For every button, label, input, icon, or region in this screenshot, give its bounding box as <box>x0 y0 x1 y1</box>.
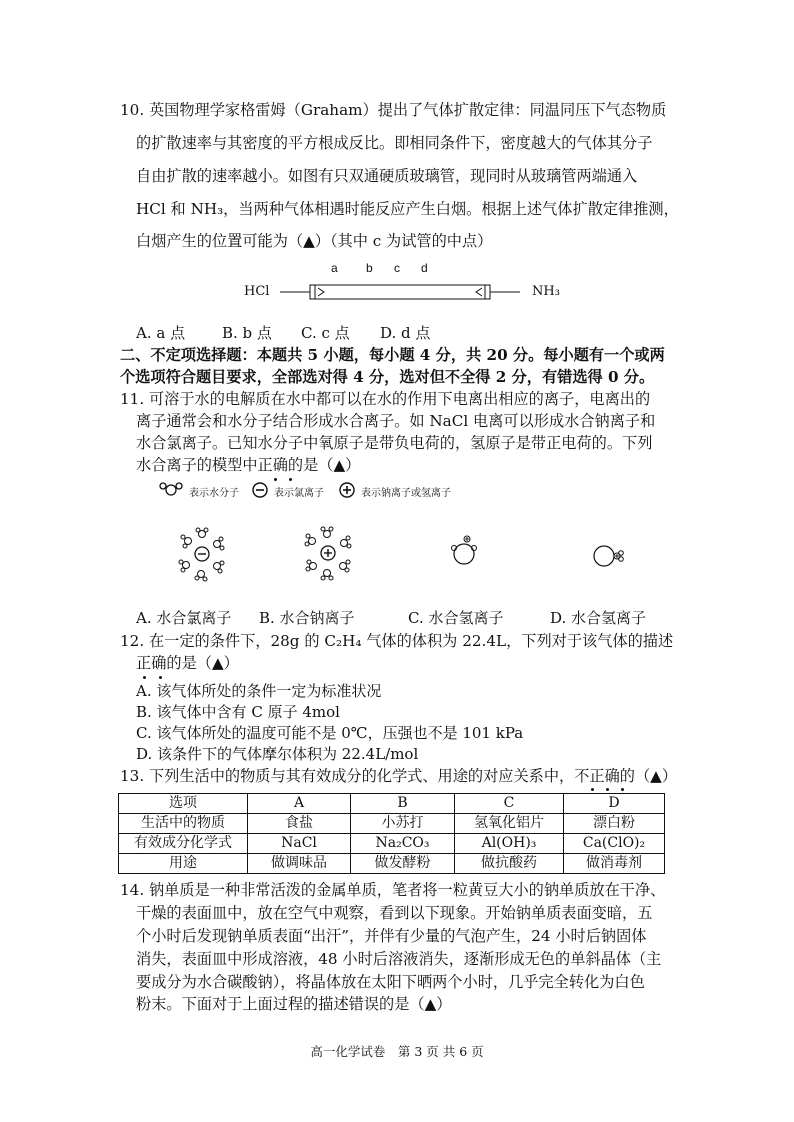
tube-point-d: d <box>421 261 428 275</box>
section-2-line-2: 个选项符合题目要求，全部选对得 4 分，选对但不全得 2 分，有错选得 0 分。 <box>120 368 655 386</box>
q14-line-6: 粉末。下面对于上面过程的描述错误的是（▲） <box>136 995 452 1013</box>
q13-stem: 13. 下列生活中的物质与其有效成分的化学式、用途的对应关系中，不正确的（▲） <box>120 767 678 785</box>
q10-line-3: 自由扩散的速率越小。如图有只双通硬质玻璃管，现同时从玻璃管两端通入 <box>136 167 638 185</box>
tube-right-gas-label: NH₃ <box>532 284 560 299</box>
q10-line-5: 白烟产生的位置可能为（▲）（其中 c 为试管的中点） <box>136 232 493 250</box>
hydronium-model-c <box>447 532 487 576</box>
sodium-hydrogen-ion-icon <box>339 482 357 500</box>
q14-line-4: 消失，表面皿中形成溶液，48 小时后溶液消失，逐渐形成无色的单斜晶体（主 <box>136 950 662 968</box>
hydrated-sodium-model-b <box>298 524 358 584</box>
emphasis-dot <box>606 788 609 791</box>
q12-option-c: C. 该气体所处的温度可能不是 0℃，压强也不是 101 kPa <box>136 724 524 742</box>
q11-option-b: B. 水合钠离子 <box>259 609 355 627</box>
table-cell: Al(OH)₃ <box>455 834 564 854</box>
table-cell: 有效成分化学式 <box>119 834 248 854</box>
q14-line-3: 个小时后发现钠单质表面“出汗”，并伴有少量的气泡产生，24 小时后钠固体 <box>136 927 647 945</box>
legend-water-text: 表示水分子 <box>189 488 239 499</box>
q12-option-b: B. 该气体中含有 C 原子 4mol <box>136 703 340 721</box>
water-molecule-icon <box>158 481 188 497</box>
tube-point-a: a <box>331 261 338 275</box>
table-row <box>119 814 665 834</box>
q11-line-2: 离子通常会和水分子结合形成水合离子。如 NaCl 电离可以形成水合钠离子和 <box>136 412 656 430</box>
q11-option-d: D. 水合氢离子 <box>550 609 647 627</box>
q11-option-a: A. 水合氯离子 <box>136 609 232 627</box>
table-cell: 小苏打 <box>351 814 455 834</box>
emphasis-dot <box>143 676 146 679</box>
table-cell: 用途 <box>119 854 248 874</box>
emphasis-dot <box>591 788 594 791</box>
q12-option-a: A. 该气体所处的条件一定为标准状况 <box>136 682 382 700</box>
tube-point-c: c <box>394 261 400 275</box>
table-cell: 做发酵粉 <box>351 854 455 874</box>
q14-line-1: 14. 钠单质是一种非常活泼的金属单质，笔者将一粒黄豆大小的钠单质放在干净、 <box>120 881 666 899</box>
page-footer: 高一化学试卷 第 3 页 共 6 页 <box>310 1044 484 1059</box>
q10-option-c: C. c 点 <box>301 324 350 342</box>
q11-option-c: C. 水合氢离子 <box>408 609 504 627</box>
table-row <box>119 794 665 814</box>
hydronium-model-d <box>588 539 636 573</box>
table-cell: 食盐 <box>248 814 351 834</box>
q10-line-2: 的扩散速率与其密度的平方根成反比。即相同条件下，密度越大的气体其分子 <box>136 134 653 152</box>
table-cell: NaCl <box>248 834 351 854</box>
q10-option-b: B. b 点 <box>222 324 272 342</box>
table-row <box>119 834 665 854</box>
table-cell: C <box>455 794 564 814</box>
table-row <box>119 854 665 874</box>
legend-sodium-text: 表示钠离子或氢离子 <box>361 488 451 499</box>
emphasis-dot <box>621 788 624 791</box>
table-cell: 做调味品 <box>248 854 351 874</box>
emphasis-dot <box>289 478 292 481</box>
q13-table <box>118 793 665 874</box>
legend-chloride-text: 表示氯离子 <box>274 488 324 499</box>
table-cell: 做抗酸药 <box>455 854 564 874</box>
table-cell: D <box>564 794 665 814</box>
q11-line-4: 水合离子的模型中正确的是（▲） <box>136 456 361 474</box>
table-cell: 氢氧化铝片 <box>455 814 564 834</box>
emphasis-dot <box>159 676 162 679</box>
q11-line-1: 11. 可溶于水的电解质在水中都可以在水的作用下电离出相应的离子，电离出的 <box>120 390 651 408</box>
q12-line-2: 正确的是（▲） <box>136 654 239 672</box>
table-cell: Ca(ClO)₂ <box>564 834 665 854</box>
table-cell: 漂白粉 <box>564 814 665 834</box>
section-2-line-1: 二、不定项选择题：本题共 5 小题，每小题 4 分，共 20 分。每小题有一个或两 <box>120 346 665 364</box>
table-cell: B <box>351 794 455 814</box>
table-cell: 做消毒剂 <box>564 854 665 874</box>
q10-line-1: 10. 英国物理学家格雷姆（Graham）提出了气体扩散定律：同温同压下气态物质 <box>120 101 667 119</box>
table-cell: Na₂CO₃ <box>351 834 455 854</box>
glass-tube-diagram <box>280 282 520 302</box>
emphasis-dot <box>274 478 277 481</box>
table-cell: A <box>248 794 351 814</box>
q11-line-3: 水合氯离子。已知水分子中氧原子是带负电荷的，氢原子是带正电荷的。下列 <box>136 434 653 452</box>
q14-line-5: 要成分为水合碳酸钠），将晶体放在太阳下晒两个小时，几乎完全转化为白色 <box>136 973 645 991</box>
q10-option-d: D. d 点 <box>380 324 431 342</box>
q10-line-4: HCl 和 NH₃，当两种气体相遇时能反应产生白烟。根据上述气体扩散定律推测， <box>136 200 679 218</box>
tube-left-gas-label: HCl <box>244 284 270 299</box>
tube-point-b: b <box>366 261 373 275</box>
q10-option-a: A. a 点 <box>136 324 186 342</box>
q12-option-d: D. 该条件下的气体摩尔体积为 22.4L/mol <box>136 745 419 763</box>
hydrated-chloride-model-a <box>172 524 232 584</box>
table-cell: 生活中的物质 <box>119 814 248 834</box>
chloride-ion-icon <box>252 482 270 500</box>
q14-line-2: 干燥的表面皿中，放在空气中观察，看到以下现象。开始钠单质表面变暗，五 <box>136 904 653 922</box>
table-cell: 选项 <box>119 794 248 814</box>
q12-line-1: 12. 在一定的条件下，28g 的 C₂H₄ 气体的体积为 22.4L，下列对于该气体的描述 <box>120 632 674 650</box>
